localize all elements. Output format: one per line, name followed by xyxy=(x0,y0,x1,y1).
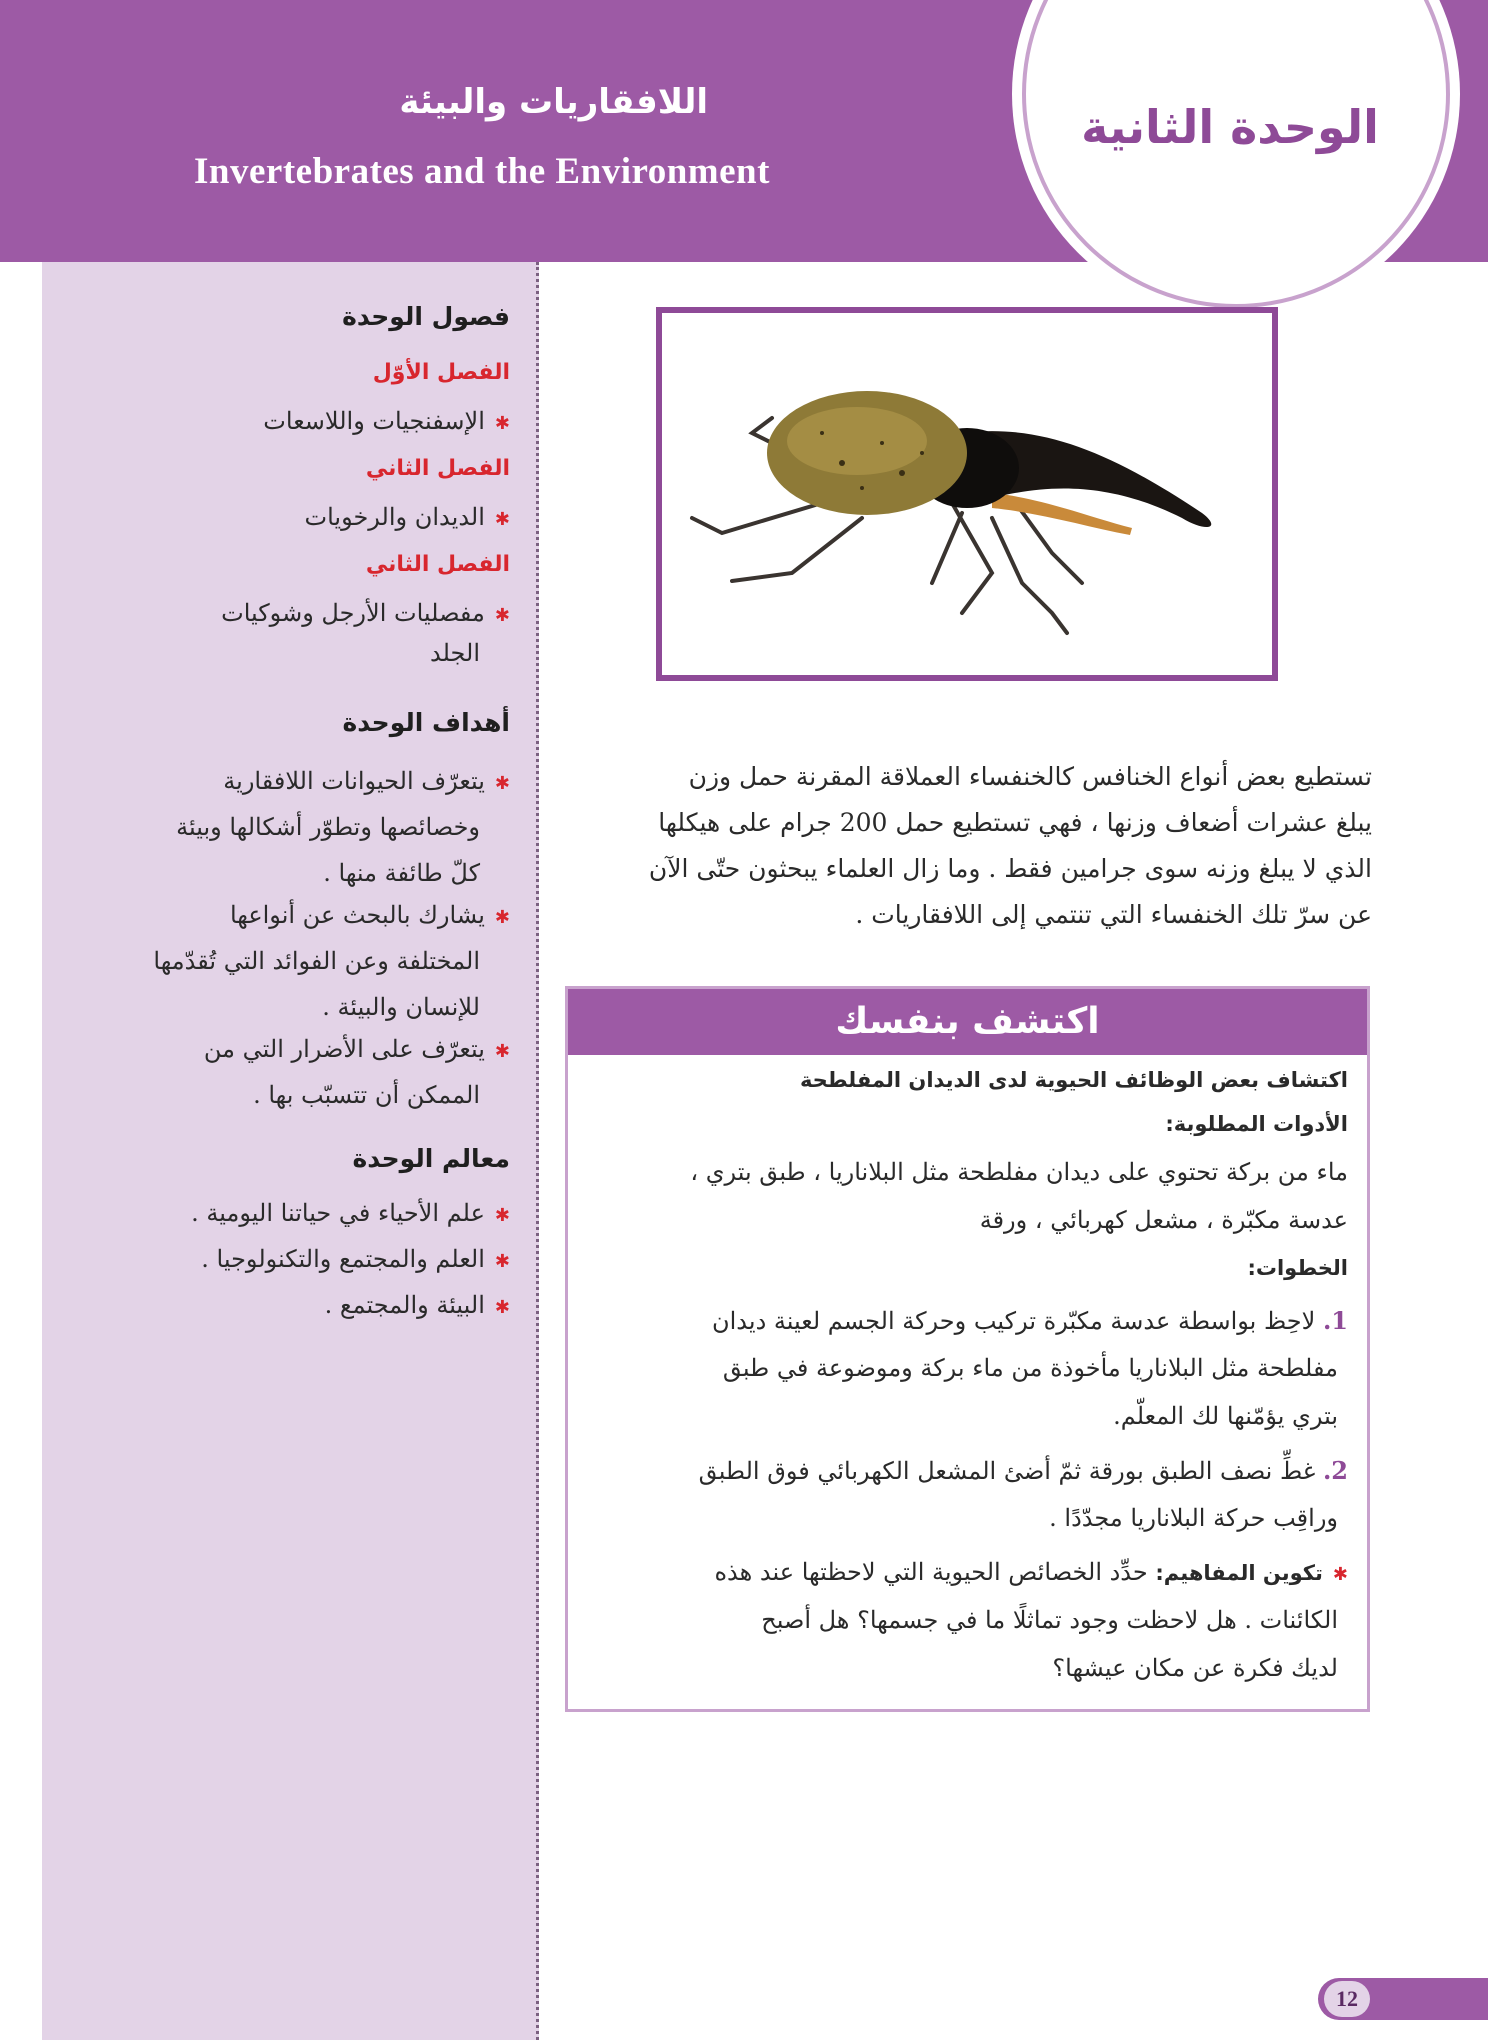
explore-activity-box xyxy=(565,986,1370,1712)
list-item: ✱الإسفنجيات واللاسعات xyxy=(263,407,510,435)
list-item-continuation: وخصائصها وتطوّر أشكالها وبيئة xyxy=(176,813,480,841)
activity-subtitle: اكتشاف بعض الوظائف الحيوية لدى الديدان المفلطحة xyxy=(799,1068,1348,1092)
list-item: ✱يتعرّف الحيوانات اللافقارية xyxy=(223,767,510,795)
tools-heading: الأدوات المطلوبة: xyxy=(1165,1112,1348,1136)
unit-title-english: Invertebrates and the Environment xyxy=(194,151,770,192)
chapter-label: الفصل الثاني xyxy=(365,552,510,577)
unit-title-arabic: اللافقاريات والبيئة xyxy=(399,82,708,122)
step-1-line: 1. لاحِظ بواسطة عدسة مكبّرة تركيب وحركة الجسم لعينة ديدان xyxy=(712,1306,1348,1335)
bullet-icon: ✱ xyxy=(494,1205,510,1226)
beetle-illustration xyxy=(662,313,1272,675)
step-number: 1. xyxy=(1322,1306,1348,1335)
bullet-icon: ✱ xyxy=(494,1297,510,1318)
bullet-icon: ✱ xyxy=(494,1041,510,1062)
page-number: 12 xyxy=(1324,1981,1370,2017)
bullet-icon: ✱ xyxy=(494,413,510,434)
unit-label: الوحدة الثانية xyxy=(1081,100,1379,154)
bullet-icon: ✱ xyxy=(494,773,510,794)
chapter-label: الفصل الثاني xyxy=(365,456,510,481)
intro-paragraph xyxy=(592,754,1372,938)
concepts-label: تكوين المفاهيم: xyxy=(1155,1561,1323,1585)
list-item: ✱علم الأحياء في حياتنا اليومية . xyxy=(191,1199,510,1227)
list-item: ✱البيئة والمجتمع . xyxy=(324,1291,510,1319)
step-2-line: 2. غطِّ نصف الطبق بورقة ثمّ أضئ المشعل الكهربائي فوق الطبق xyxy=(698,1456,1348,1485)
intro-line: يبلغ عشرات أضعاف وزنها ، فهي تستطيع حمل 200 جرام على هيكلها xyxy=(658,808,1372,837)
list-item: ✱مفصليات الأرجل وشوكيات xyxy=(221,599,510,627)
concepts-line: الكائنات . هل لاحظت وجود تماثلًا ما في جسمها؟ هل أصبح xyxy=(761,1606,1338,1634)
step-1-line: مفلطحة مثل البلاناريا مأخوذة من ماء بركة وموضوعة في طبق xyxy=(722,1354,1338,1382)
chapter-label: الفصل الأوّل xyxy=(372,360,510,385)
step-2-line: وراقِب حركة البلاناريا مجدّدًا . xyxy=(1049,1504,1338,1532)
explore-title: اكتشف بنفسك xyxy=(568,989,1367,1055)
intro-line: تستطيع بعض أنواع الخنافس كالخنفساء العملاقة المقرنة حمل وزن xyxy=(688,762,1372,791)
tools-line: ماء من بركة تحتوي على ديدان مفلطحة مثل البلاناريا ، طبق بتري ، xyxy=(690,1158,1348,1186)
step-number: 2. xyxy=(1322,1456,1348,1485)
concepts-line: لديك فكرة عن مكان عيشها؟ xyxy=(1052,1654,1338,1682)
bullet-icon: ✱ xyxy=(494,605,510,626)
step-1-line: بتري يؤمّنها لك المعلّم. xyxy=(1113,1402,1338,1430)
list-item: ✱يتعرّف على الأضرار التي من xyxy=(203,1035,510,1063)
bullet-icon: ✱ xyxy=(1332,1564,1348,1585)
steps-heading: الخطوات: xyxy=(1247,1256,1348,1280)
tools-line: عدسة مكبّرة ، مشعل كهربائي ، ورقة xyxy=(979,1206,1348,1234)
intro-line: عن سرّ تلك الخنفساء التي تنتمي إلى اللافقاريات . xyxy=(855,900,1372,929)
list-item: ✱العلم والمجتمع والتكنولوجيا . xyxy=(201,1245,510,1273)
list-item-continuation: كلّ طائفة منها . xyxy=(323,859,480,887)
bullet-icon: ✱ xyxy=(494,907,510,928)
bullet-icon: ✱ xyxy=(494,1251,510,1272)
beetle-photo xyxy=(656,307,1278,681)
chapters-heading: فصول الوحدة xyxy=(342,302,510,331)
features-heading: معالم الوحدة xyxy=(352,1144,510,1173)
list-item-continuation: للإنسان والبيئة . xyxy=(322,993,480,1021)
intro-line: الذي لا يبلغ وزنه سوى جرامين فقط . وما زال العلماء يبحثون حتّى الآن xyxy=(648,854,1372,883)
list-item-continuation: الممكن أن تتسبّب بها . xyxy=(253,1081,480,1109)
list-item: ✱يشارك بالبحث عن أنواعها xyxy=(229,901,510,929)
goals-heading: أهداف الوحدة xyxy=(342,708,510,737)
list-item-continuation: الجلد xyxy=(429,639,480,667)
concepts-line: ✱تكوين المفاهيم: حدِّد الخصائص الحيوية التي لاحظتها عند هذه xyxy=(714,1558,1348,1586)
list-item: ✱الديدان والرخويات xyxy=(304,503,510,531)
bullet-icon: ✱ xyxy=(494,509,510,530)
list-item-continuation: المختلفة وعن الفوائد التي تُقدّمها xyxy=(153,947,480,975)
